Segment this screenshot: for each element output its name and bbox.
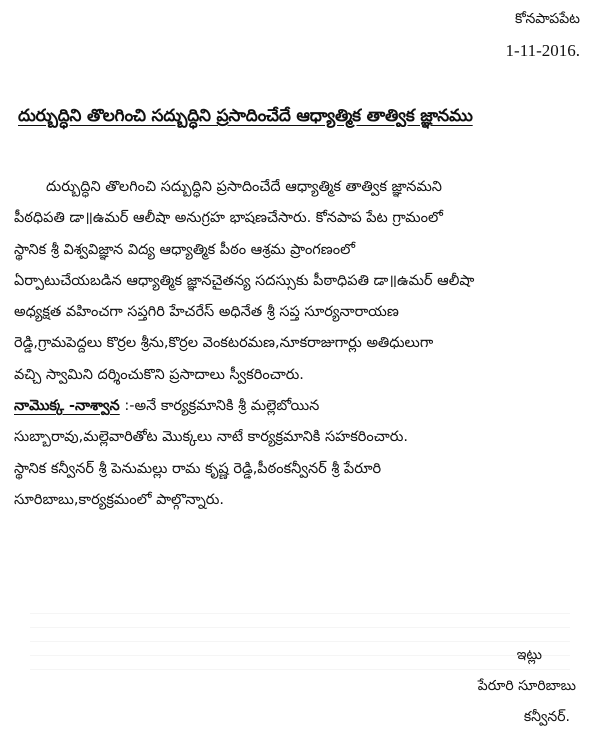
signature-closing: ఇట్లు (516, 647, 542, 663)
place-name: కోనపాపపేట (514, 11, 580, 27)
paragraph2-line1-text: :-అనే కార్యక్రమానికి శ్రీ మల్లెబోయిన (119, 398, 320, 415)
paragraph2-line: సుబ్బారావు,మల్లెవారితోట మొక్కలు నాటే కార్యక్రమానికి సహకరించారు. (14, 429, 408, 446)
paragraph2-line: స్థానిక కన్వీనర్ శ్రీ పెనుమల్లు రామ కృష్ణ రెడ్డి,పీఠంకన్వీనర్ శ్రీ పేరూరి (14, 460, 382, 477)
paragraph2-line: సూరిబాబు,కార్యక్రమంలో పాల్గొన్నారు. (14, 491, 225, 508)
paragraph1-line: స్థానిక శ్రీ విశ్వవిజ్ఞాన విద్య ఆధ్యాత్మిక పీఠం ఆశ్రమ ప్రాంగణంలో (14, 241, 356, 258)
place-and-date (506, 6, 580, 64)
paragraph1-line: దుర్బుద్ధిని తొలగించి సద్బుద్ధిని ప్రసాదించేదే ఆధ్యాత్మిక తాత్విక జ్ఞానమని (46, 179, 442, 195)
inline-heading: నామొక్క -నాశ్వాన (14, 398, 120, 415)
paragraph1-line: అధ్యక్షత వహించగా సప్తగిరి హేచరేస్ అధినేత శ్రీ సప్త సూర్యనారాయణ (14, 304, 399, 321)
signature-block (478, 640, 576, 733)
paragraph1-line: వచ్చి స్వామిని దర్శించుకొని ప్రసాదాలు స్వీకరించారు. (14, 366, 304, 383)
document-title: దుర్బుద్ధిని తొలగించి సద్బుద్ధిని ప్రసాదించేదే ఆధ్యాత్మిక తాత్విక జ్ఞానము (18, 106, 473, 126)
document-date: 1-11-2016. (505, 41, 580, 60)
document-body (14, 172, 590, 516)
signature-role: కన్వీనర్. (523, 709, 570, 725)
paragraph1-line: పీఠధిపతి డా॥ఉమర్ ఆలీషా అనుగ్రహ భాషణచేసారు. కోనపాప పేట గ్రామంలో (14, 210, 443, 227)
paragraph2-first-line (14, 391, 590, 422)
paragraph1-line: రెడ్డి,గ్రామపెద్దలు కొర్రల శ్రీను,కొర్రల వెంకటరమణ,నూకరాజుగార్లు అతిధులుగా (14, 335, 434, 352)
paragraph1-line: ఏర్పాటుచేయబడిన ఆధ్యాత్మిక జ్ఞానచైతన్య సదస్సుకు పీఠాధిపతి డా॥ఉమర్ ఆలీషా (14, 272, 475, 289)
signature-name: పేరూరి సూరిబాబు (477, 678, 576, 694)
